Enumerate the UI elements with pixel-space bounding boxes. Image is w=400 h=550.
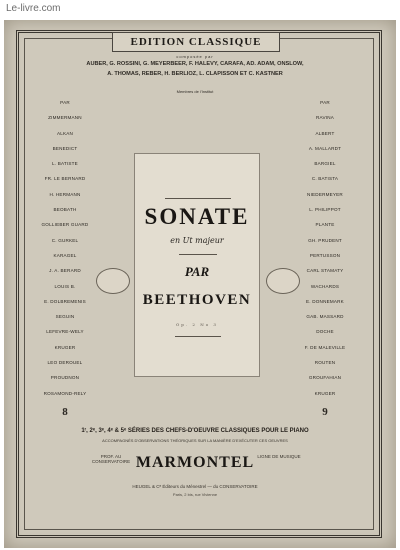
composer-name: BEETHOVEN xyxy=(142,292,252,308)
edition-banner: EDITION CLASSIQUE xyxy=(112,32,280,52)
composer-list-item: A. MALLARDT xyxy=(308,145,342,151)
series-subline: ACCOMPAGNÉS D'OBSERVATIONS THÉORIQUES SUR LA MANIÈRE D'EXÉCUTER CES OEUVRES xyxy=(102,438,288,443)
composer-list-item: GROUFAHIAN xyxy=(308,375,342,381)
publisher-name: MARMONTEL xyxy=(135,454,255,471)
series-number: 8 xyxy=(62,405,68,418)
left-composer-column xyxy=(40,100,90,418)
composer-list-item: WACHARDS xyxy=(310,283,340,289)
composer-list-item: ALBERT xyxy=(315,130,335,136)
composer-list-item: L. PHILIPPOT xyxy=(309,207,341,213)
composer-list-item: KARAGEL xyxy=(53,252,77,258)
series-line: 1ʳ, 2ᵉ, 3ᵉ, 4ᵉ & 5ᵉ SÉRIES DES CHEFS-D'OEUVRE CLASSIQUES POUR LE PIANO xyxy=(81,428,309,434)
composer-list-item: LOUIS B. xyxy=(54,283,76,289)
composer-list-item: DOCHE xyxy=(316,329,334,335)
composer-list-item: GH. PRUDENT xyxy=(308,237,342,243)
par-label: PAR xyxy=(184,264,210,279)
left-ornament-badge xyxy=(96,268,130,294)
composer-list-item: L. BATISTE xyxy=(52,161,78,167)
composer-list-item: F. DE MALEVILLE xyxy=(304,344,346,350)
composer-list-item: E. DONNEMARK xyxy=(306,298,344,304)
publisher-left-note: PROF. AU CONSERVATOIRE xyxy=(91,454,131,464)
header-line-4: Membres de l'Institut xyxy=(176,89,214,94)
composer-list-item: BEOBATH xyxy=(53,207,77,213)
series-number: 9 xyxy=(322,405,328,418)
composer-list-item: GOLLIEBER GUARD xyxy=(41,222,89,228)
work-key: en Ut majeur xyxy=(170,236,224,245)
composer-list-item: E. DOLBREMENIS xyxy=(44,298,86,304)
composer-list-item: NIEDERMEYER xyxy=(307,191,343,197)
composer-list-item: J. A. BERARD xyxy=(49,268,81,274)
imprint-address: Paris, 2 bis, rue Vivienne xyxy=(172,492,218,497)
header-line-0: composée par xyxy=(176,54,214,59)
opus-number: Op. 2 No 3 xyxy=(176,322,218,327)
composer-list-item: KRUGER xyxy=(54,344,76,350)
title-rule-bottom xyxy=(175,336,221,337)
watermark-text: Le-livre.com xyxy=(6,3,61,14)
right-composer-column xyxy=(300,100,350,418)
publisher-right-note: LIGNE DE MUSIQUE xyxy=(257,454,301,459)
title-rule-top xyxy=(165,198,231,199)
composer-list-item: RAVINA xyxy=(316,115,334,121)
composer-list-item: KRUGER xyxy=(314,390,336,396)
imprint-line: HEUGEL & Cᵉ Éditeurs du Ménestrel — du CONSERVATOIRE xyxy=(132,484,258,489)
title-rule-mid xyxy=(179,254,217,255)
work-title: SONATE xyxy=(144,204,250,229)
composer-list-item: LEO DEROUEL xyxy=(47,360,83,366)
composer-list-item: PROUDNON xyxy=(50,375,80,381)
composer-list-item: FR. LE BERNARD xyxy=(44,176,86,182)
composer-list-item: SEGUIN xyxy=(55,314,75,320)
title-panel xyxy=(134,153,260,377)
composer-list-item: C. GURKEL xyxy=(51,237,79,243)
composer-list-item: LEFEVRE-WELY xyxy=(46,329,84,335)
composer-list-item: PERTUSSON xyxy=(309,252,341,258)
composer-list-item: BARGIEL xyxy=(314,161,336,167)
composer-list-item: ZIMMERMANN xyxy=(48,115,82,121)
composer-list-item: PLANTE xyxy=(315,222,335,228)
header-line-2: A. THOMAS, REBER, H. BERLIOZ, L. CLAPISSON ET C. KASTNER xyxy=(107,71,283,77)
composer-list-item: C. BATISTA xyxy=(311,176,339,182)
composer-list-item: BENEDICT xyxy=(52,145,78,151)
composer-list-item: PAR xyxy=(320,100,330,105)
composer-list-item: GAB. MASSARD xyxy=(306,314,344,320)
composer-list-item: H. HERMANN xyxy=(49,191,81,197)
header-line-1: AUBER, G. ROSSINI, G. MEYERBEER, F. HALEVY, CARAFA, AD. ADAM, ONSLOW, xyxy=(86,61,304,67)
composer-list-item: ALKAN xyxy=(56,130,74,136)
composer-list-item: ROSAMOND-RELY xyxy=(43,390,87,396)
composer-list-item: ROUTEN xyxy=(314,360,336,366)
composer-list-item: PAR xyxy=(60,100,70,105)
right-ornament-badge xyxy=(266,268,300,294)
composer-list-item: CARL STAMATY xyxy=(306,268,344,274)
